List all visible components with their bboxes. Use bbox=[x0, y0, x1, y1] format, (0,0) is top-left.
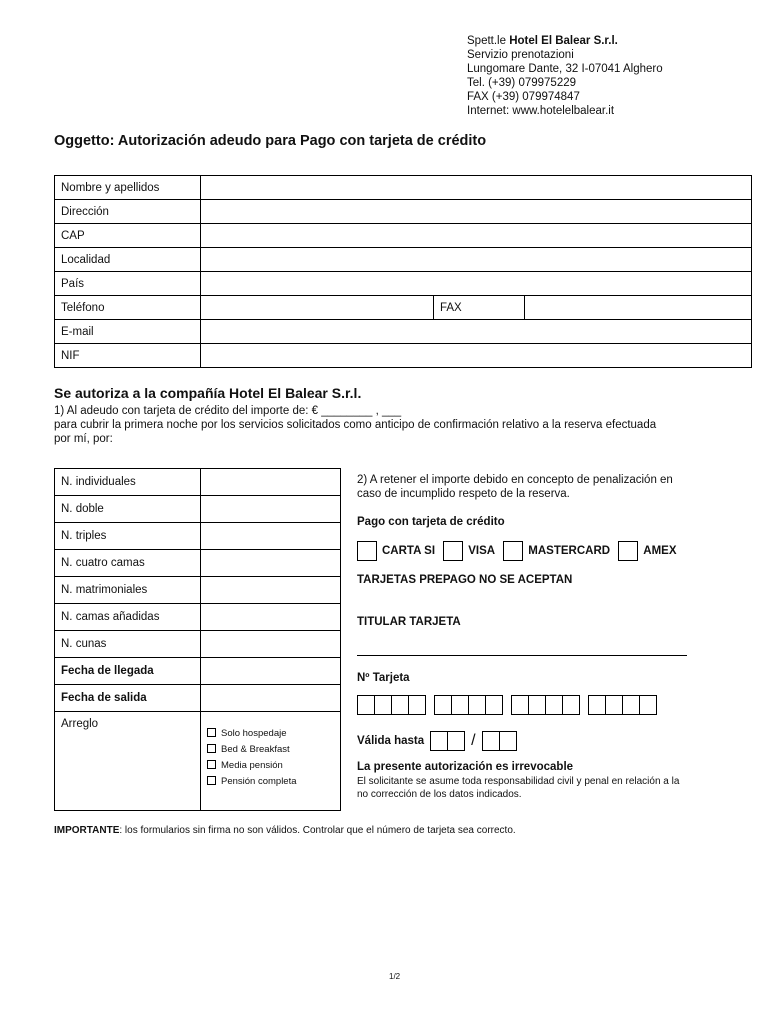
address-line: Tel. (+39) 079975229 bbox=[467, 77, 577, 89]
card-type-row: CARTA SI VISA MASTERCARD AMEX bbox=[357, 541, 682, 561]
company-name: Hotel El Balear S.r.l. bbox=[509, 35, 618, 47]
doble-field[interactable] bbox=[201, 496, 341, 523]
cap-field[interactable] bbox=[201, 224, 752, 248]
individuales-field[interactable] bbox=[201, 469, 341, 496]
name-label: Nombre y apellidos bbox=[55, 176, 201, 200]
authorization-heading: Se autoriza a la compañía Hotel El Balear S.r.l. bbox=[54, 385, 362, 401]
card-number-label: Nº Tarjeta bbox=[357, 672, 410, 684]
arreglo-options bbox=[201, 712, 341, 811]
recipient-line: Spett.le Hotel El Balear S.r.l. bbox=[467, 35, 618, 47]
email-label: E-mail bbox=[55, 320, 201, 344]
city-field[interactable] bbox=[201, 248, 752, 272]
card-number-boxes[interactable] bbox=[357, 695, 665, 720]
triples-field[interactable] bbox=[201, 523, 341, 550]
retain-line-2: caso de incumplido respeto de la reserva. bbox=[357, 488, 570, 500]
subject-heading: Oggetto: Autorización adeudo para Pago con tarjeta de crédito bbox=[54, 133, 487, 149]
hotel-address bbox=[467, 34, 663, 118]
address-line: Lungomare Dante, 32 I-07041 Alghero bbox=[467, 63, 663, 75]
mastercard-checkbox[interactable] bbox=[503, 541, 523, 561]
salida-field[interactable] bbox=[201, 685, 341, 712]
visa-checkbox[interactable] bbox=[443, 541, 463, 561]
name-field[interactable] bbox=[201, 176, 752, 200]
option-completa[interactable]: Pensión completa bbox=[207, 774, 334, 790]
cuatro-field[interactable] bbox=[201, 550, 341, 577]
country-field[interactable] bbox=[201, 272, 752, 296]
phone-label: Teléfono bbox=[55, 296, 201, 320]
cunas-field[interactable] bbox=[201, 631, 341, 658]
fax-field[interactable] bbox=[525, 296, 752, 320]
llegada-field[interactable] bbox=[201, 658, 341, 685]
cunas-label: N. cunas bbox=[55, 631, 201, 658]
cap-label: CAP bbox=[55, 224, 201, 248]
fax-label: FAX bbox=[434, 296, 525, 320]
email-field[interactable] bbox=[201, 320, 752, 344]
checkbox-icon bbox=[207, 776, 216, 785]
valid-until-label: Válida hasta bbox=[357, 735, 425, 747]
valid-until-row bbox=[357, 731, 525, 751]
cuatro-label: N. cuatro camas bbox=[55, 550, 201, 577]
responsibility-line-1: El solicitante se asume toda responsabilidad civil y penal en relación a la bbox=[357, 776, 680, 787]
option-media[interactable]: Media pensión bbox=[207, 758, 334, 774]
salida-label: Fecha de salida bbox=[55, 685, 201, 712]
valid-year-boxes[interactable] bbox=[482, 731, 517, 751]
date-separator: / bbox=[471, 732, 476, 749]
valid-month-boxes[interactable] bbox=[430, 731, 465, 751]
address-line: Servizio prenotazioni bbox=[467, 49, 574, 61]
personal-data-table bbox=[54, 175, 752, 368]
amex-checkbox[interactable] bbox=[618, 541, 638, 561]
address-line: Internet: www.hotelelbalear.it bbox=[467, 105, 615, 117]
responsibility-line-2: no corrección de los datos indicados. bbox=[357, 789, 522, 800]
country-label: País bbox=[55, 272, 201, 296]
page-number: 1/2 bbox=[389, 972, 401, 981]
nif-label: NIF bbox=[55, 344, 201, 368]
llegada-label: Fecha de llegada bbox=[55, 658, 201, 685]
titular-signature-line[interactable] bbox=[357, 655, 687, 656]
individuales-label: N. individuales bbox=[55, 469, 201, 496]
important-note: IMPORTANTE: los formularios sin firma no son válidos. Controlar que el número de tarjeta sea correcto. bbox=[54, 825, 516, 836]
address-field[interactable] bbox=[201, 200, 752, 224]
anadidas-label: N. camas añadidas bbox=[55, 604, 201, 631]
pago-label: Pago con tarjeta de crédito bbox=[357, 516, 505, 528]
address-label: Dirección bbox=[55, 200, 201, 224]
titular-label: TITULAR TARJETA bbox=[357, 616, 461, 628]
matrimoniales-label: N. matrimoniales bbox=[55, 577, 201, 604]
anadidas-field[interactable] bbox=[201, 604, 341, 631]
matrimoniales-field[interactable] bbox=[201, 577, 341, 604]
option-solo[interactable]: Solo hospedaje bbox=[207, 726, 334, 742]
triples-label: N. triples bbox=[55, 523, 201, 550]
authorization-text: 1) Al adeudo con tarjeta de crédito del importe de: € ________ , ___ para cubrir la primera noche por los servicios solicitados como anticipo de confirmación relativo a la reserva efectuada por mí, por: bbox=[54, 405, 657, 445]
doble-label: N. doble bbox=[55, 496, 201, 523]
prepago-notice: TARJETAS PREPAGO NO SE ACEPTAN bbox=[357, 574, 573, 586]
booking-table bbox=[54, 468, 341, 811]
carta-si-checkbox[interactable] bbox=[357, 541, 377, 561]
arreglo-label: Arreglo bbox=[55, 712, 201, 811]
option-bb[interactable]: Bed & Breakfast bbox=[207, 742, 334, 758]
phone-field[interactable] bbox=[201, 296, 434, 320]
checkbox-icon bbox=[207, 744, 216, 753]
nif-field[interactable] bbox=[201, 344, 752, 368]
retain-line-1: 2) A retener el importe debido en concepto de penalización en bbox=[357, 474, 673, 486]
address-line: FAX (+39) 079974847 bbox=[467, 91, 580, 103]
irrevocable-notice: La presente autorización es irrevocable bbox=[357, 761, 574, 773]
checkbox-icon bbox=[207, 760, 216, 769]
checkbox-icon bbox=[207, 728, 216, 737]
city-label: Localidad bbox=[55, 248, 201, 272]
